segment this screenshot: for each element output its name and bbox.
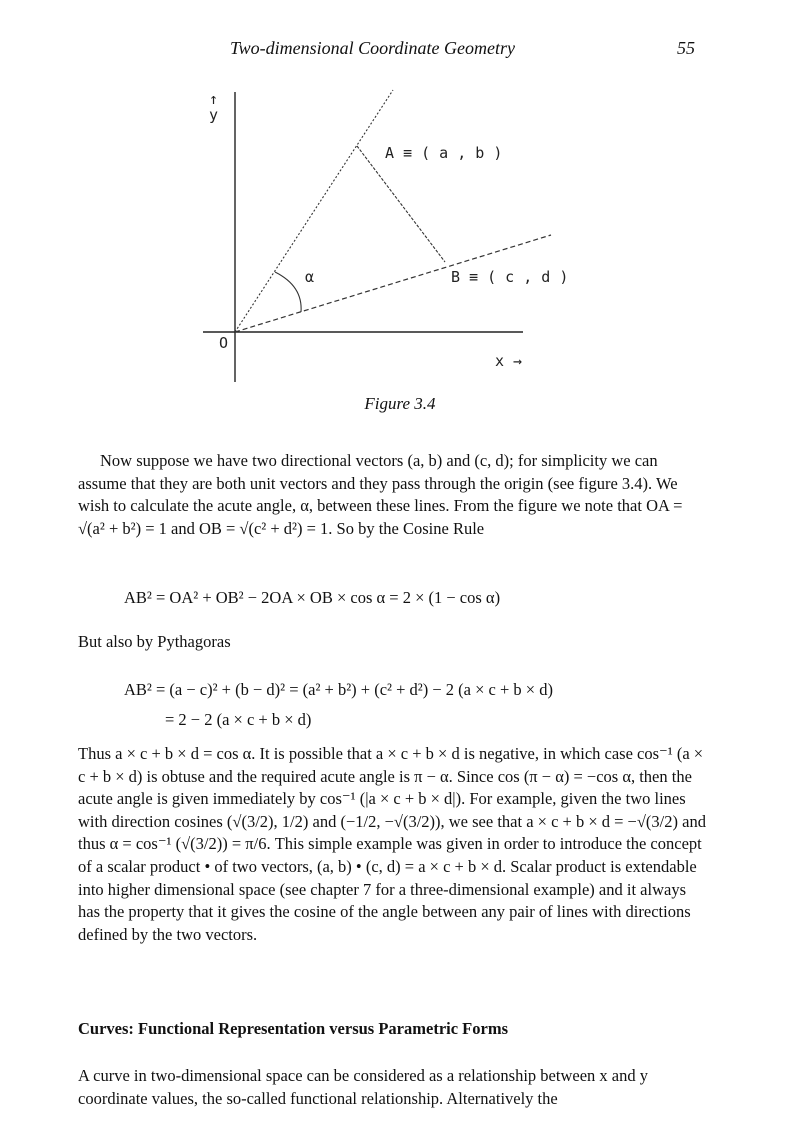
origin-label: O [219, 334, 229, 352]
page-header [230, 38, 695, 62]
line-oa [235, 90, 393, 332]
equation-pythagoras: AB² = (a − c)² + (b − d)² = (a² + b²) + (c² + d²) − 2 (a × c + b × d) [124, 680, 553, 699]
alpha-label: α [305, 268, 315, 286]
running-title: Two-dimensional Coordinate Geometry [230, 38, 515, 58]
point-b-label: B ≡ ( c , d ) [451, 268, 569, 286]
figure-3-4 [195, 80, 575, 390]
paragraph-1-text: Now suppose we have two directional vectors (a, b) and (c, d); for simplicity we can assume that they are both unit vectors and they pass through the origin (see figure 3.4). We wish to calculate the acute angle, α, between these lines. From the figure we note that OA = √(a² + b²) = 1 and OB = √(c² + d²) = 1. So by the Cosine Rule [78, 451, 683, 538]
section-heading: Curves: Functional Representation versus Parametric Forms [78, 1019, 508, 1038]
paragraph-2: But also by Pythagoras [78, 632, 231, 651]
equation-cosine-rule: AB² = OA² + OB² − 2OA × OB × cos α = 2 × (1 − cos α) [124, 588, 501, 607]
paragraph-3: Thus a × c + b × d = cos α. It is possible that a × c + b × d is negative, in which case cos⁻¹ (a × c + b × d) is obtuse and the required acute angle is π − α. Since cos (π − α) = −cos α, then the acute angle is given immediately by cos⁻¹ (|a × c + b × d|). For example, given the two lines with direction cosines (√(3/2), 1/2) and (−1/2, −√(3/2)), we see that a × c + b × d = −√(3/2) and thus α = cos⁻¹ (√(3/2)) = π/6. This simple example was given in order to introduce the concept of a scalar product • of two vectors, (a, b) • (c, d) = a × c + b × d. Scalar product is extendable into higher dimensional space (see chapter 7 for a three-dimensional example) and it always has the property that it gives the cosine of the angle between any pair of lines with directions defined by the two vectors. [78, 744, 706, 944]
line-ab [357, 146, 445, 262]
figure-caption: Figure 3.4 [364, 394, 436, 413]
page-number: 55 [677, 38, 695, 58]
point-a-label: A ≡ ( a , b ) [385, 144, 503, 162]
y-axis-label: y [209, 106, 219, 124]
y-axis-arrow: ↑ [209, 90, 219, 108]
equation-pythagoras-result: = 2 − 2 (a × c + b × d) [165, 710, 312, 729]
x-axis-label: x → [495, 352, 523, 370]
paragraph-4: A curve in two-dimensional space can be considered as a relationship between x and y coordinate values, the so-called functional relationship. Alternatively the [78, 1066, 648, 1108]
paragraph-1 [78, 450, 708, 540]
angle-arc [275, 272, 301, 312]
